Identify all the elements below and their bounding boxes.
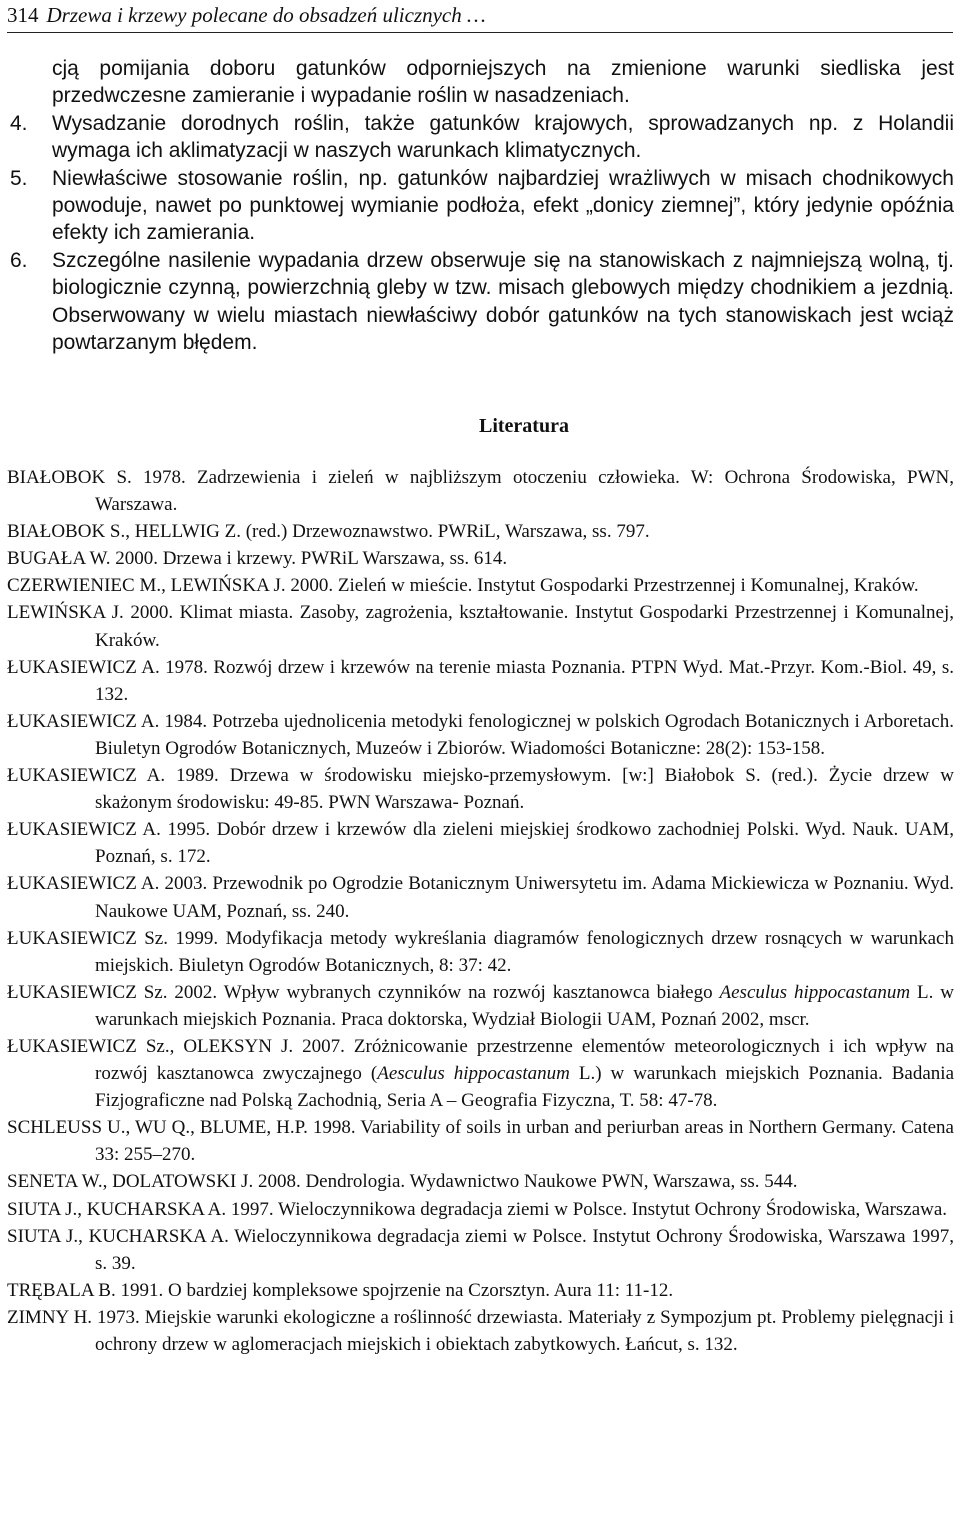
species-name: Aesculus hippocastanum [719, 981, 911, 1003]
reference-entry: ŁUKASIEWICZ Sz. 2002. Wpływ wybranych czynników na rozwój kasztanowca białego Aesculus hippocastanum L. w warunkach miejskich Poznania. Praca doktorska, Wydział Biologii UAM, Poznań 2002, mscr. [7, 981, 954, 1030]
reference-list [7, 464, 954, 1358]
list-item-text: Niewłaściwe stosowanie roślin, np. gatunków najbardziej wrażliwych w misach chodnikowych powoduje, nawet po punktowej wymianie podłoża, efekt „donicy ziemnej”, który jedynie opóźnia efekty ich zamierania. [52, 166, 954, 245]
reference-entry: ŁUKASIEWICZ Sz. 1999. Modyfikacja metody wykreślania diagramów fenologicznych drzew rosnących w warunkach miejskich. Biuletyn Ogrodów Botanicznych, 8: 37: 42. [7, 927, 954, 976]
running-header [7, 0, 953, 33]
reference-entry: ŁUKASIEWICZ A. 1995. Dobór drzew i krzewów dla zieleni miejskiej środkowo zachodniej Polski. Wyd. Nauk. UAM, Poznań, s. 172. [7, 819, 954, 868]
list-item [10, 165, 954, 247]
list-item-text: Wysadzanie dorodnych roślin, także gatunków krajowych, sprowadzanych np. z Holandii wymaga ich aklimatyzacji w naszych warunkach klimatycznych. [52, 111, 954, 163]
species-name: Aesculus hippocastanum [377, 1063, 570, 1085]
reference-entry: ŁUKASIEWICZ A. 2003. Przewodnik po Ogrodzie Botanicznym Uniwersytetu im. Adama Mickiewicza w Poznaniu. Wyd. Naukowe UAM, Poznań, ss. 240. [7, 873, 954, 922]
reference-entry: BIAŁOBOK S., HELLWIG Z. (red.) Drzewoznawstwo. PWRiL, Warszawa, ss. 797. [7, 521, 650, 543]
reference-entry: ŁUKASIEWICZ Sz., OLEKSYN J. 2007. Zróżnicowanie przestrzenne elementów meteorologicznych i ich wpływ na rozwój kasztanowca zwyczajnego (Aesculus hippocastanum L.) w warunkach miejskich Poznania. Badania Fizjograficzne nad Polską Zachodnią, Seria A – Geografia Fizyczna, T. 58: 47-78. [7, 1035, 954, 1112]
reference-entry: ZIMNY H. 1973. Miejskie warunki ekologiczne a roślinność drzewiasta. Materiały z Sympozjum pt. Problemy pielęgnacji i ochrony drzew w aglomeracjach miejskich i obiektach zabytkowych. Łańcut, s. 132. [7, 1306, 954, 1355]
reference-entry: LEWIŃSKA J. 2000. Klimat miasta. Zasoby, zagrożenia, kształtowanie. Instytut Gospodarki Przestrzennej i Komunalnej, Kraków. [7, 602, 954, 651]
reference-entry: TRĘBALA B. 1991. O bardziej kompleksowe spojrzenie na Czorsztyn. Aura 11: 11-12. [7, 1279, 674, 1301]
reference-entry: SIUTA J., KUCHARSKA A. Wieloczynnikowa degradacja ziemi w Polsce. Instytut Ochrony Środowiska, Warszawa 1997, s. 39. [7, 1225, 954, 1274]
continuation-paragraph: cją pomijania doboru gatunków odporniejszych na zmienione warunki siedliska jest przedwczesne zamieranie i wypadanie roślin w nasadzeniach. [52, 57, 954, 108]
reference-entry: BIAŁOBOK S. 1978. Zadrzewienia i zieleń w najbliższym otoczeniu człowieka. W: Ochrona Środowiska, PWN, Warszawa. [7, 467, 954, 516]
running-title: Drzewa i krzewy polecane do obsadzeń ulicznych … [46, 3, 486, 27]
reference-entry: SENETA W., DOLATOWSKI J. 2008. Dendrologia. Wydawnictwo Naukowe PWN, Warszawa, ss. 544. [7, 1171, 798, 1193]
reference-entry: ŁUKASIEWICZ A. 1989. Drzewa w środowisku miejsko-przemysłowym. [w:] Białobok S. (red.). Życie drzew w skażonym środowisku: 49-85. PWN Warszawa- Poznań. [7, 765, 954, 814]
reference-entry: CZERWIENIEC M., LEWIŃSKA J. 2000. Zieleń w mieście. Instytut Gospodarki Przestrzennej i Komunalnej, Kraków. [7, 575, 919, 597]
list-item-text: Szczególne nasilenie wypadania drzew obserwuje się na stanowiskach z najmniejszą wolną, tj. biologicznie czynną, powierzchnią gleby w tzw. misach glebowych między chodnikiem a jezdnią. Obserwowany w wielu miastach niewłaściwy dobór gatunków na tych stanowiskach jest wciąż powtarzanym błędem. [52, 248, 954, 355]
list-item-number: 4. [10, 111, 28, 135]
reference-entry: SIUTA J., KUCHARSKA A. 1997. Wieloczynnikowa degradacja ziemi w Polsce. Instytut Ochrony Środowiska, Warszawa. [7, 1198, 948, 1220]
list-item-number: 6. [10, 248, 28, 272]
reference-entry: BUGAŁA W. 2000. Drzewa i krzewy. PWRiL Warszawa, ss. 614. [7, 548, 508, 570]
page-number: 314 [7, 3, 39, 27]
literature-heading: Literatura [479, 415, 569, 437]
list-item [10, 110, 954, 165]
reference-entry: ŁUKASIEWICZ A. 1978. Rozwój drzew i krzewów na terenie miasta Poznania. PTPN Wyd. Mat.-Przyr. Kom.-Biol. 49, s. 132. [7, 656, 954, 705]
reference-entry: ŁUKASIEWICZ A. 1984. Potrzeba ujednolicenia metodyki fenologicznej w polskich Ogrodach Botanicznych i Arboretach. Biuletyn Ogrodów Botanicznych, Muzeów i Zbiorów. Wiadomości Botaniczne: 28(2): 153-158. [7, 710, 954, 759]
body-text [10, 55, 954, 356]
reference-entry: SCHLEUSS U., WU Q., BLUME, H.P. 1998. Variability of soils in urban and periurban areas in Northern Germany. Catena 33: 255–270. [7, 1117, 954, 1166]
list-item-number: 5. [10, 166, 28, 190]
list-item [10, 247, 954, 357]
